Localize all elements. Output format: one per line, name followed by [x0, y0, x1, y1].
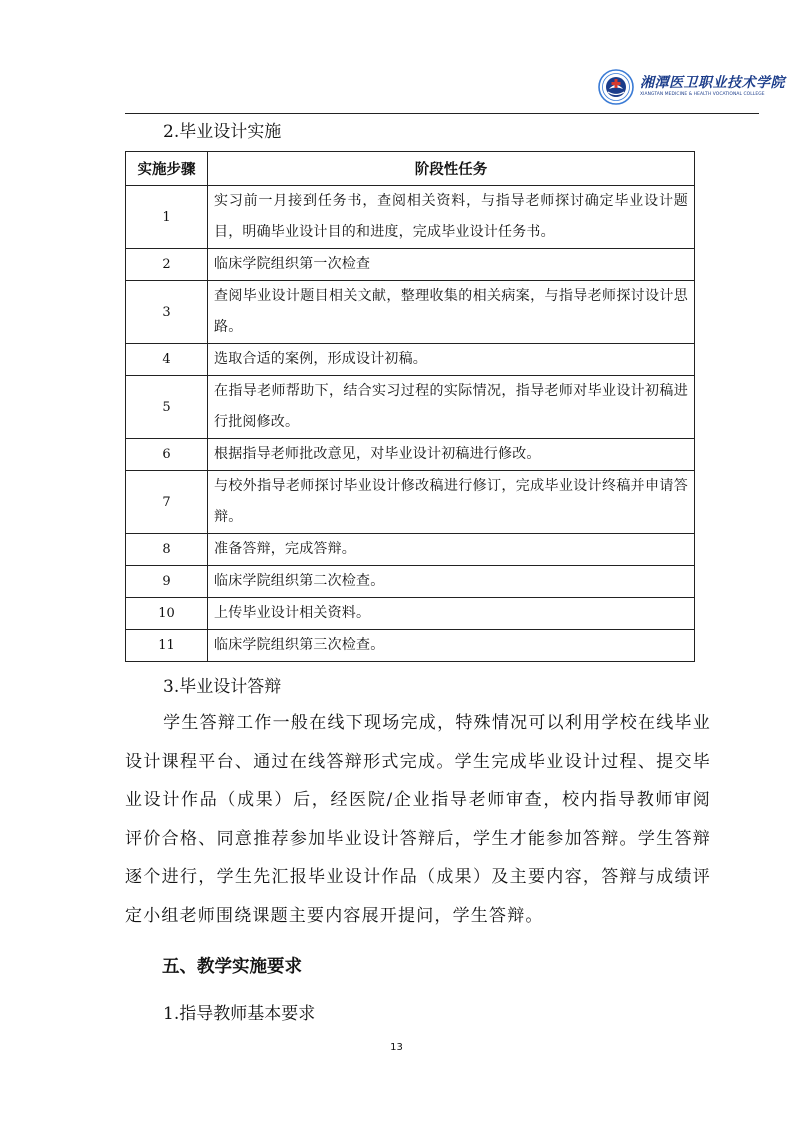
table-row — [126, 534, 695, 566]
defense-paragraph — [125, 704, 711, 936]
step-task: 根据指导老师批改意见，对毕业设计初稿进行修改。 — [208, 439, 695, 471]
section-3-title: 3.毕业设计答辩 — [163, 677, 282, 697]
implementation-table — [125, 151, 695, 662]
table-row — [126, 630, 695, 662]
step-task: 临床学院组织第三次检查。 — [208, 630, 695, 662]
step-number: 8 — [126, 534, 208, 566]
step-task: 临床学院组织第二次检查。 — [208, 566, 695, 598]
step-task: 准备答辩，完成答辩。 — [208, 534, 695, 566]
step-number: 2 — [126, 249, 208, 281]
column-header-task: 阶段性任务 — [208, 152, 695, 186]
step-number: 1 — [126, 186, 208, 249]
page-header — [0, 0, 793, 120]
college-logo — [598, 62, 785, 112]
step-number: 6 — [126, 439, 208, 471]
table-row — [126, 376, 695, 439]
step-task: 查阅毕业设计题目相关文献，整理收集的相关病案，与指导老师探讨设计思路。 — [208, 281, 695, 344]
table-row — [126, 249, 695, 281]
table-row — [126, 344, 695, 376]
college-emblem-icon — [598, 69, 634, 105]
step-task: 实习前一月接到任务书，查阅相关资料，与指导老师探讨确定毕业设计题目，明确毕业设计目的和进度，完成毕业设计任务书。 — [208, 186, 695, 249]
step-number: 7 — [126, 471, 208, 534]
step-task: 上传毕业设计相关资料。 — [208, 598, 695, 630]
table-row — [126, 186, 695, 249]
step-number: 4 — [126, 344, 208, 376]
defense-paragraph-text: 学生答辩工作一般在线下现场完成，特殊情况可以利用学校在线毕业设计课程平台、通过在线答辩形式完成。学生完成毕业设计过程、提交毕业设计作品（成果）后，经医院/企业指导老师审查，校内指导教师审阅评价合格、同意推荐参加毕业设计答辩后，学生才能参加答辩。学生答辩逐个进行，学生先汇报毕业设计作品（成果）及主要内容，答辩与成绩评定小组老师围绕课题主要内容展开提问，学生答辩。 — [125, 713, 711, 926]
step-number: 10 — [126, 598, 208, 630]
college-name-cn: 湘潭医卫职业技术学院 — [640, 75, 785, 92]
table-header-row — [126, 152, 695, 186]
step-number: 11 — [126, 630, 208, 662]
step-number: 9 — [126, 566, 208, 598]
step-number: 5 — [126, 376, 208, 439]
table-row — [126, 281, 695, 344]
page-number: 13 — [390, 1042, 403, 1053]
table-row — [126, 471, 695, 534]
section-2-title: 2.毕业设计实施 — [163, 122, 282, 142]
table-row — [126, 566, 695, 598]
step-task: 临床学院组织第一次检查 — [208, 249, 695, 281]
step-task: 选取合适的案例，形成设计初稿。 — [208, 344, 695, 376]
step-task: 在指导老师帮助下，结合实习过程的实际情况，指导老师对毕业设计初稿进行批阅修改。 — [208, 376, 695, 439]
step-task: 与校外指导老师探讨毕业设计修改稿进行修订，完成毕业设计终稿并申请答辩。 — [208, 471, 695, 534]
step-number: 3 — [126, 281, 208, 344]
section-5-heading: 五、教学实施要求 — [162, 957, 302, 977]
column-header-step: 实施步骤 — [126, 152, 208, 186]
table-row — [126, 598, 695, 630]
header-divider — [125, 113, 759, 114]
college-name-en: XIANGTAN MEDICINE & HEALTH VOCATIONAL COLLEGE — [640, 92, 765, 98]
section-5-1-title: 1.指导教师基本要求 — [163, 1004, 316, 1024]
table-row — [126, 439, 695, 471]
